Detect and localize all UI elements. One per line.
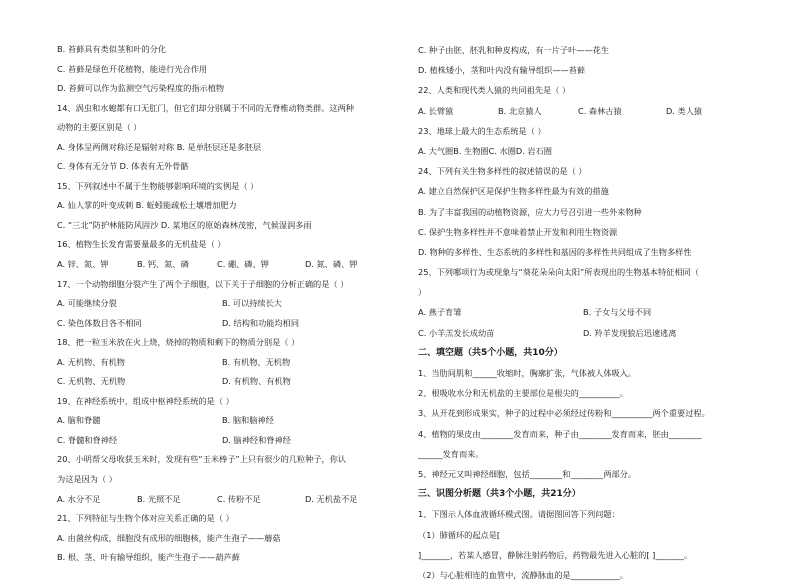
option-item: C. 无机物、无机物	[57, 376, 126, 387]
option-row	[418, 302, 748, 322]
option-item: D. 有机物、有机物	[222, 376, 291, 387]
option-row	[57, 490, 392, 510]
option-row	[57, 294, 392, 314]
text-line: C. 苔藓是绿色开花植物，能进行光合作用	[57, 63, 208, 74]
option-item: A. 脑和脊髓	[57, 415, 101, 426]
text-line: 24、下列有关生物多样性的叙述错误的是（ ）	[418, 166, 587, 177]
text-line: A. 仙人掌的叶变成刺 B. 蚯蚓能疏松土壤增加肥力	[57, 200, 237, 211]
option-row	[57, 431, 392, 451]
section-heading: 三、识图分析题（共3个小题，共21分）	[418, 489, 581, 500]
option-item: D. 结构和功能均相同	[222, 317, 300, 328]
text-line: 4、植物的果皮由________发育而来，种子由________发育而来，胚由________	[418, 428, 702, 439]
option-item: D. 脑神经和脊神经	[222, 434, 291, 445]
text-line: 14、涡虫和水螅都有口无肛门，但它们却分别属于不同的无脊椎动物类群。这两种	[57, 102, 354, 113]
text-line: 22、人类和现代类人猿的共同祖先是（ ）	[418, 85, 571, 96]
option-item: D. 羚羊发现狼后迅速逃离	[583, 327, 677, 338]
option-item: C. 硼、磷、钾	[217, 259, 269, 270]
option-item: C. 染色体数目各不相同	[57, 317, 142, 328]
text-line: C. 身体有无分节 D. 体表有无外骨骼	[57, 161, 189, 172]
text-line: 19、在神经系统中，组成中枢神经系统的是（ ）	[57, 395, 234, 406]
option-row	[57, 353, 392, 373]
option-item: A. 锌、氮、钾	[57, 259, 109, 270]
option-item: A. 燕子育雏	[418, 307, 462, 318]
option-item: B. 北京猿人	[498, 105, 542, 116]
text-line: 2、根吸收水分和无机盐的主要部位是根尖的__________。	[418, 388, 628, 399]
option-item: B. 可以持续长大	[222, 298, 282, 309]
text-line: D. 物种的多样性、生态系统的多样性和基因的多样性共同组成了生物多样性	[418, 246, 692, 257]
option-item: C. 脊髓和脊神经	[57, 434, 118, 445]
option-row	[418, 101, 748, 121]
text-line: 25、下列哪项行为或现象与“葵花朵朵向太阳”所表现出的生物基本特征相同（	[418, 267, 699, 278]
text-line: 5、神经元又叫神经细胞，包括________和________两部分。	[418, 468, 637, 479]
text-line: B. 根、茎、叶有输导组织，能产生孢子——葫芦藓	[57, 552, 240, 563]
text-line: B. 苔藓具有类似茎和叶的分化	[57, 44, 167, 54]
option-item: D. 氮、磷、钾	[305, 259, 358, 270]
text-line: 21、下列特征与生物个体对应关系正确的是（ ）	[57, 513, 234, 524]
text-line: C. 种子由胚、胚乳和种皮构成，有一片子叶——花生	[418, 45, 610, 55]
text-line: 1、当肋间肌和______收缩时，胸廓扩张，气体被人体吸入。	[418, 368, 637, 378]
option-item: A. 可能继续分裂	[57, 298, 117, 309]
option-row	[57, 372, 392, 392]
text-line: D. 苔藓可以作为监测空气污染程度的指示植物	[57, 83, 225, 94]
text-line: ）	[418, 287, 427, 298]
left-column	[57, 40, 392, 568]
option-item: B. 有机物、无机物	[222, 356, 291, 367]
text-line: 15、下列叙述中不属于生物能够影响环境的实例是（ ）	[57, 180, 259, 191]
text-line: 17、一个动物细胞分裂产生了两个子细胞，以下关于子细胞的分析正确的是（ ）	[57, 278, 349, 289]
option-item: D. 无机盐不足	[305, 493, 358, 504]
text-line: （2）与心脏相连的血管中，流静脉血的是____________。	[418, 569, 628, 580]
option-row	[418, 323, 748, 343]
option-item: B. 子女与父母不同	[583, 307, 652, 318]
text-line: C. “三北”防护林能防风固沙 D. 某地区的原始森林茂密，气候湿润多雨	[57, 219, 312, 230]
option-item: A. 无机物、有机物	[57, 356, 125, 367]
text-line: 3、从开花到形成果实，种子的过程中必须经过传粉和__________两个重要过程。	[418, 408, 710, 419]
option-item: C. 森林古猿	[578, 105, 622, 116]
text-line: ]_______，若某人感冒，静脉注射药物后，药物最先进入心脏的[ ]_______。	[418, 549, 693, 560]
text-line: 23、地球上最大的生态系统是（ ）	[418, 125, 546, 136]
text-line: D. 植株矮小，茎和叶内没有输导组织——苔藓	[418, 65, 586, 76]
option-item: A. 水分不足	[57, 493, 101, 504]
text-line: A. 大气圈B. 生物圈C. 水圈D. 岩石圈	[418, 145, 552, 156]
text-line: 动物的主要区别是（ ）	[57, 122, 142, 133]
option-row	[57, 255, 392, 275]
option-item: A. 长臂猿	[418, 105, 454, 116]
text-line: A. 身体呈两侧对称还是辐射对称 B. 是单胚层还是多胚层	[57, 141, 262, 152]
option-item: B. 脑和脑神经	[222, 415, 274, 426]
right-column	[418, 40, 748, 585]
text-line: 16、植物生长发育需要量最多的无机盐是（ ）	[57, 239, 226, 250]
text-line: 1、下图示人体血液循环模式图。请据图回答下列问题：	[418, 509, 620, 520]
option-row	[57, 314, 392, 334]
section-heading: 二、填空题（共5个小题，共10分）	[418, 347, 563, 358]
text-line: B. 为了丰富我国的动植物资源，应大力号召引进一些外来物种	[418, 206, 642, 217]
option-row	[57, 411, 392, 431]
text-line: 为这是因为（ ）	[57, 474, 117, 485]
text-line: ______发育而来。	[418, 448, 484, 459]
option-item: C. 传粉不足	[217, 493, 261, 504]
text-line: 18、把一粒玉米放在火上烧，烧掉的物质和剩下的物质分别是（ ）	[57, 337, 300, 348]
option-item: B. 钙、氮、磷	[137, 259, 189, 270]
text-line: （1）肺循环的起点是[	[418, 529, 501, 540]
text-line: A. 由菌丝构成，细胞没有成形的细胞核，能产生孢子——蘑菇	[57, 532, 281, 543]
text-line: 20、小明帮父母收获玉米时，发现有些“玉米棒子”上只有很少的几粒种子，你认	[57, 454, 347, 465]
option-item: D. 类人猿	[666, 105, 703, 116]
text-line: C. 保护生物多样性并不意味着禁止开发和利用生物资源	[418, 226, 618, 237]
text-line: A. 建立自然保护区是保护生物多样性最为有效的措施	[418, 186, 609, 197]
option-item: C. 小羊羔发长成幼苗	[418, 327, 495, 338]
option-item: B. 光照不足	[137, 493, 181, 504]
